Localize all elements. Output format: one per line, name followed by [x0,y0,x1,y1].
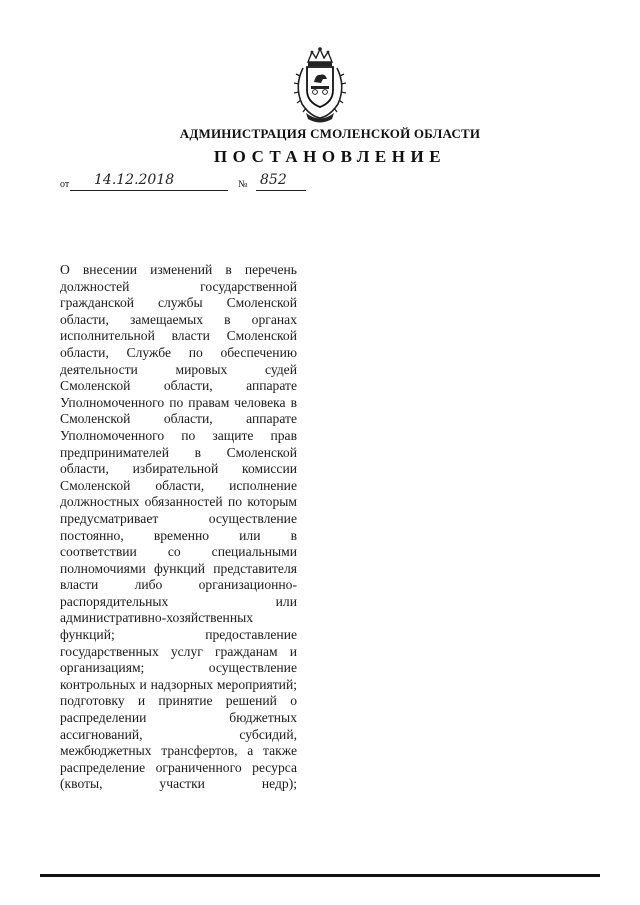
document-date: 14.12.2018 [94,172,175,188]
document-subject: О внесении изменений в перечень должностей государственной гражданской службы Смоленской области, замещаемых в органах исполнительной власти Смоленской области, Службе по обеспечению деятельности мировых судей Смоленской области, аппарате Уполномоченного по правам человека в Смоленской области, аппарате Уполномоченного по защите прав предпринимателей в Смоленской области, избирательной комиссии Смоленской области, исполнение должностных обязанностей по которым предусматривает осуществление постоянно, временно или в соответствии со специальными полномочиями функций представителя власти либо организационно-распорядительных или административно-хозяйственных функций; предоставление государственных услуг гражданам и организациям; осуществление контрольных и надзорных мероприятий; подготовку и принятие решений о распределении бюджетных ассигнований, субсидий, межбюджетных трансфертов, а также распределение ограниченного ресурса (квоты, участки недр); [60,262,297,792]
date-prefix: от [60,179,70,190]
organization-title: АДМИНИСТРАЦИЯ СМОЛЕНСКОЙ ОБЛАСТИ [179,126,481,141]
document-type-title: ПОСТАНОВЛЕНИЕ [213,147,447,166]
page-bottom-rule [40,874,600,877]
number-label: № [238,179,248,190]
coat-of-arms-icon [288,46,352,124]
number-field [256,172,306,191]
document-meta [60,172,300,192]
date-field [70,172,228,191]
document-number: 852 [260,172,287,188]
